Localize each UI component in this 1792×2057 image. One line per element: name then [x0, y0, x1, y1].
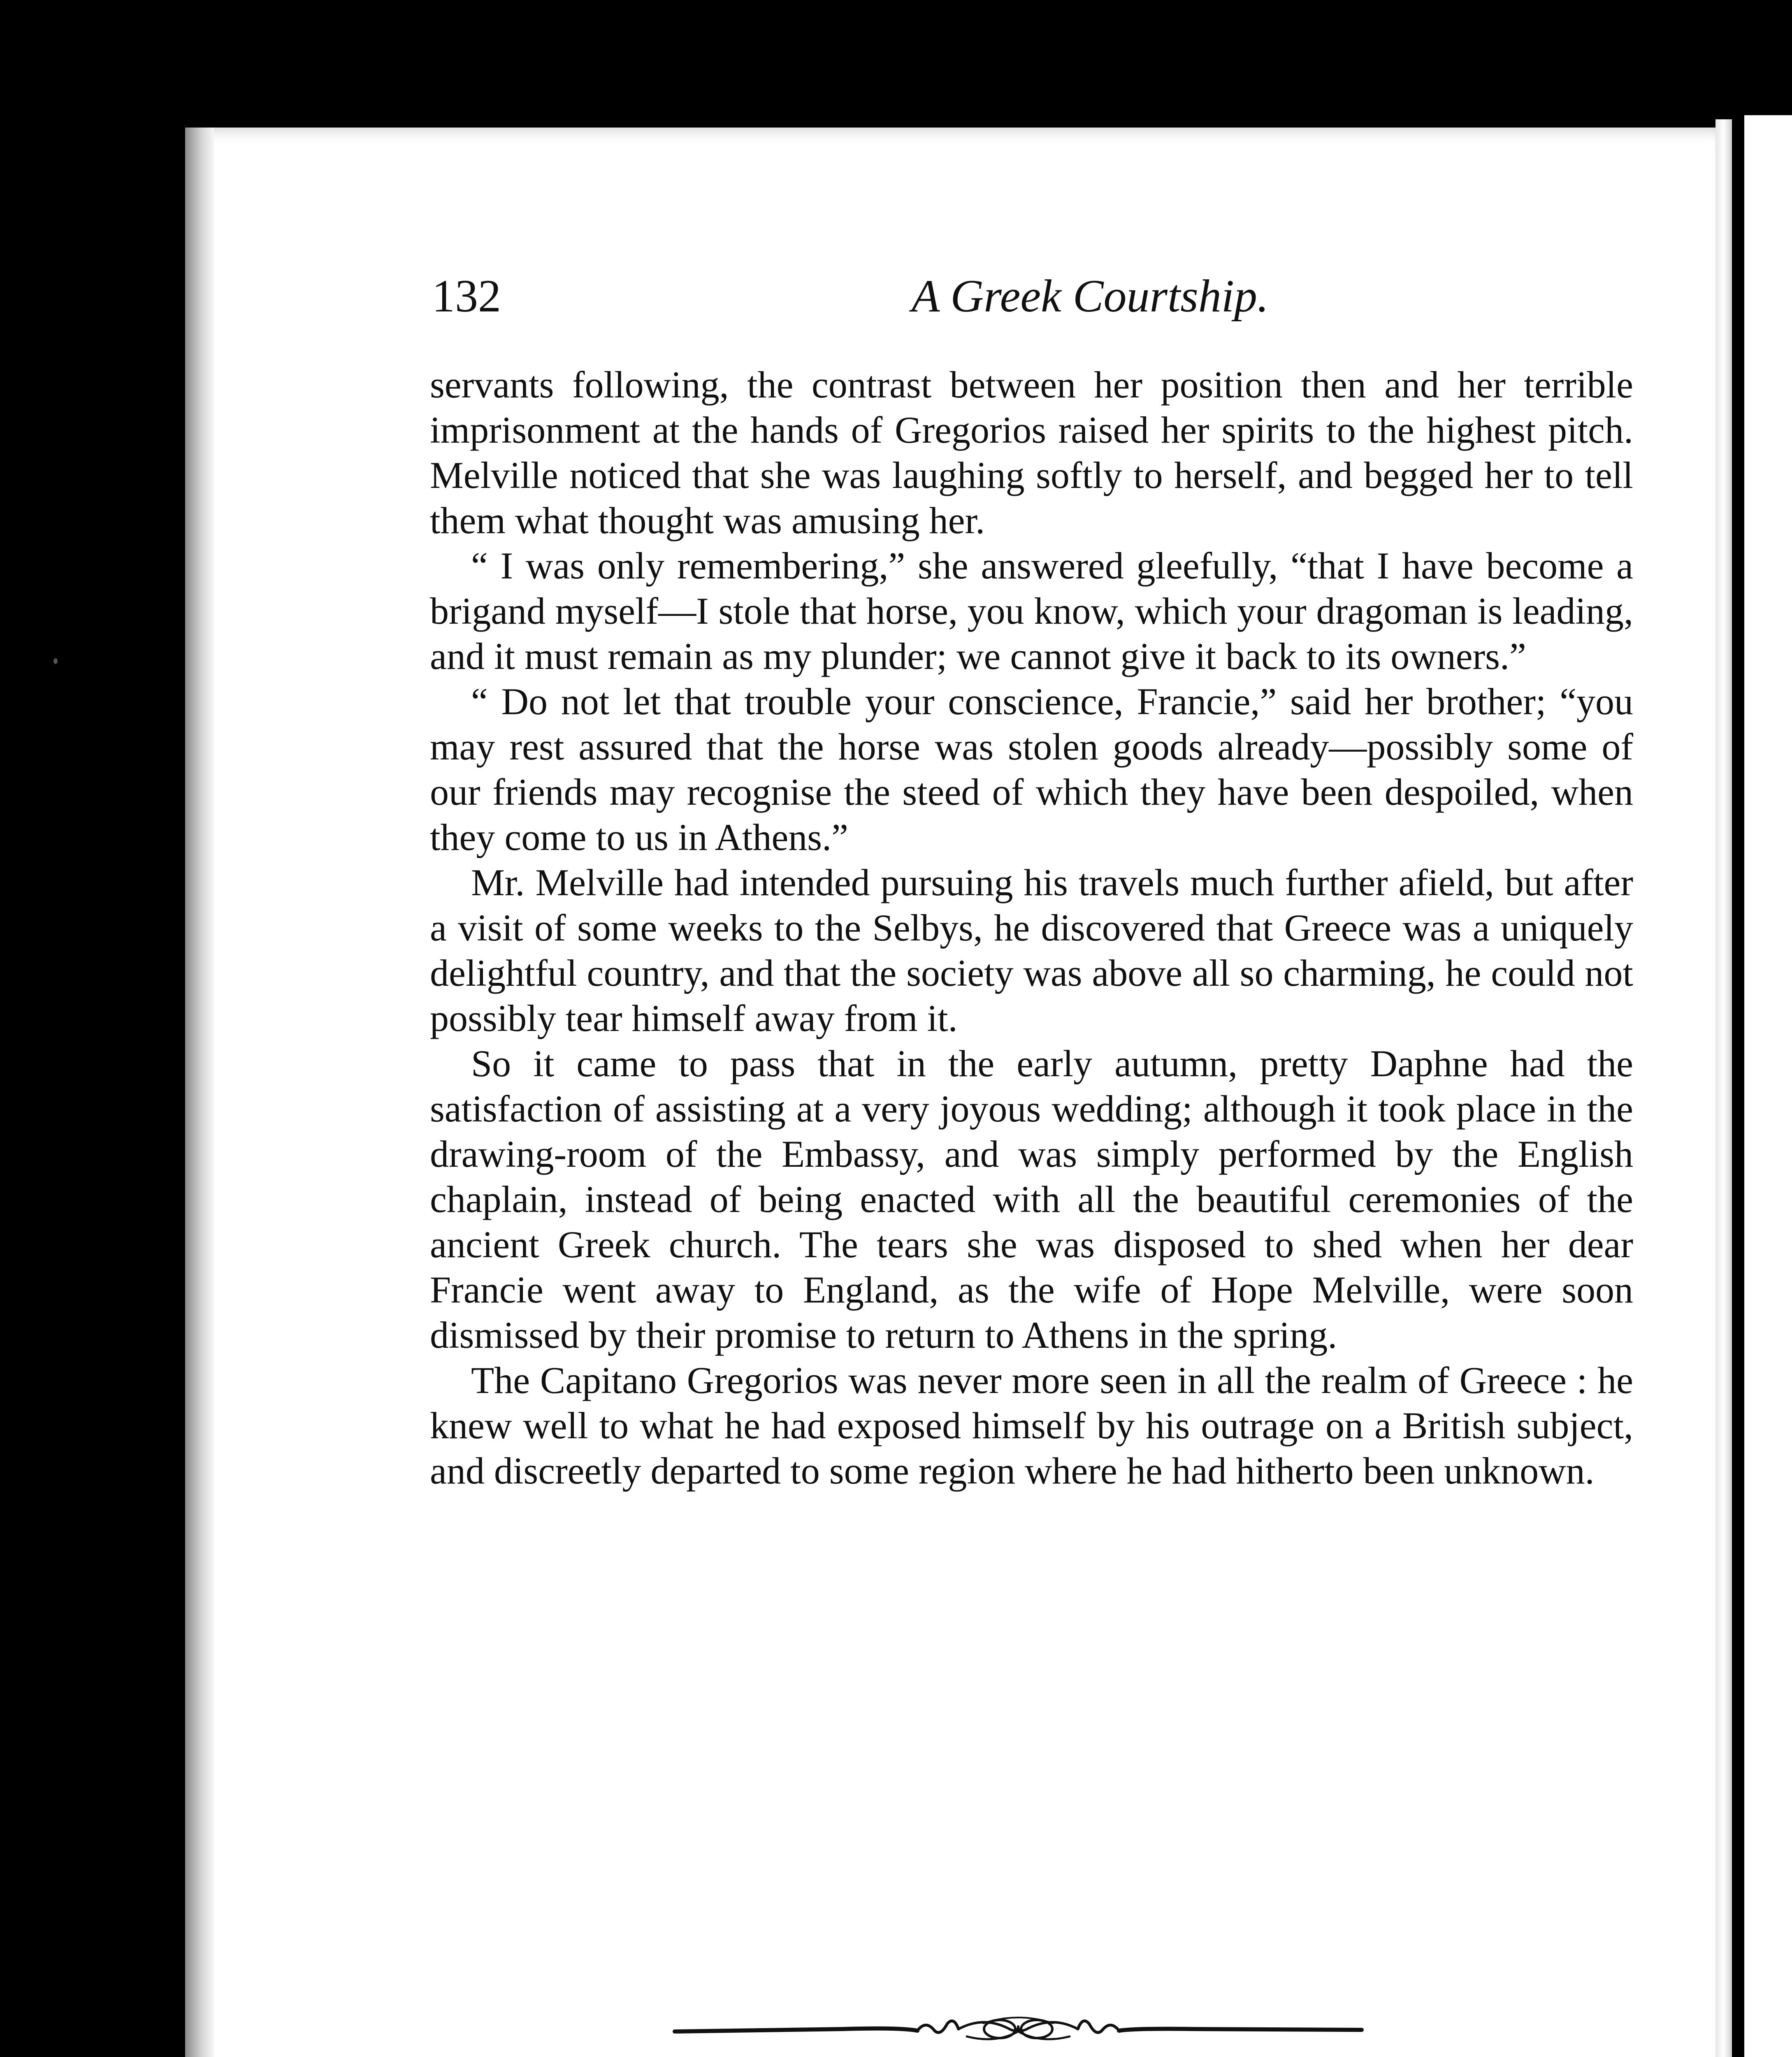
page-number: 132 — [432, 271, 501, 322]
paragraph: So it came to pass that in the early autumn, pretty Daphne had the satisfaction of assisting at a very joyous wedding; although it took place in the drawing-room of the Embassy, and was simply performed by the English chaplain, instead of being enacted with all the beautiful ceremonies of the ancient Greek church. The tears she was disposed to shed when her dear Francie went away to England, as the wife of Hope Melville, were soon dismissed by their promise to return to Athens in the spring. — [430, 1042, 1633, 1356]
paragraph: “ Do not let that trouble your conscience, Francie,” said her brother; “you may rest assured that the horse was stolen goods already—possibly some of our friends may recognise the steed of which they have been despoiled, when they come to us in Athens.” — [430, 680, 1633, 858]
paragraph: servants following, the contrast between her position then and her terrible imprisonment at the hands of Gregorios raised her spirits to the highest pitch. Melville noticed that she was laughing softly to herself, and begged her to tell them what thought was amusing her. — [430, 364, 1633, 541]
paragraph: Mr. Melville had intended pursuing his travels much further afield, but after a visit of some weeks to the Selbys, he discovered that Greece was a uniquely delightful country, and that the society was above all so charming, he could not possibly tear himself away from it. — [430, 861, 1633, 1039]
paragraph: The Capitano Gregorios was never more seen in all the realm of Greece : he knew well to what he had exposed himself by his outrage on a British subject, and discreetly departed to some region where he had hitherto been unknown. — [430, 1359, 1633, 1492]
page-header — [432, 263, 1633, 329]
paragraph: “ I was only remembering,” she answered gleefully, “that I have become a brigand myself—I stole that horse, you know, which your dragoman is leading, and it must remain as my plunder; we cannot give it back to its owners.” — [430, 545, 1633, 677]
page-right-edge — [1715, 119, 1732, 2057]
body-text — [430, 362, 1633, 1493]
running-title: A Greek Courtship. — [912, 271, 1269, 322]
tailpiece-flourish-icon — [671, 2008, 1366, 2053]
next-page-edge — [1744, 115, 1792, 2057]
scan-speck — [53, 658, 58, 664]
page-gutter-shadow — [185, 128, 214, 2057]
